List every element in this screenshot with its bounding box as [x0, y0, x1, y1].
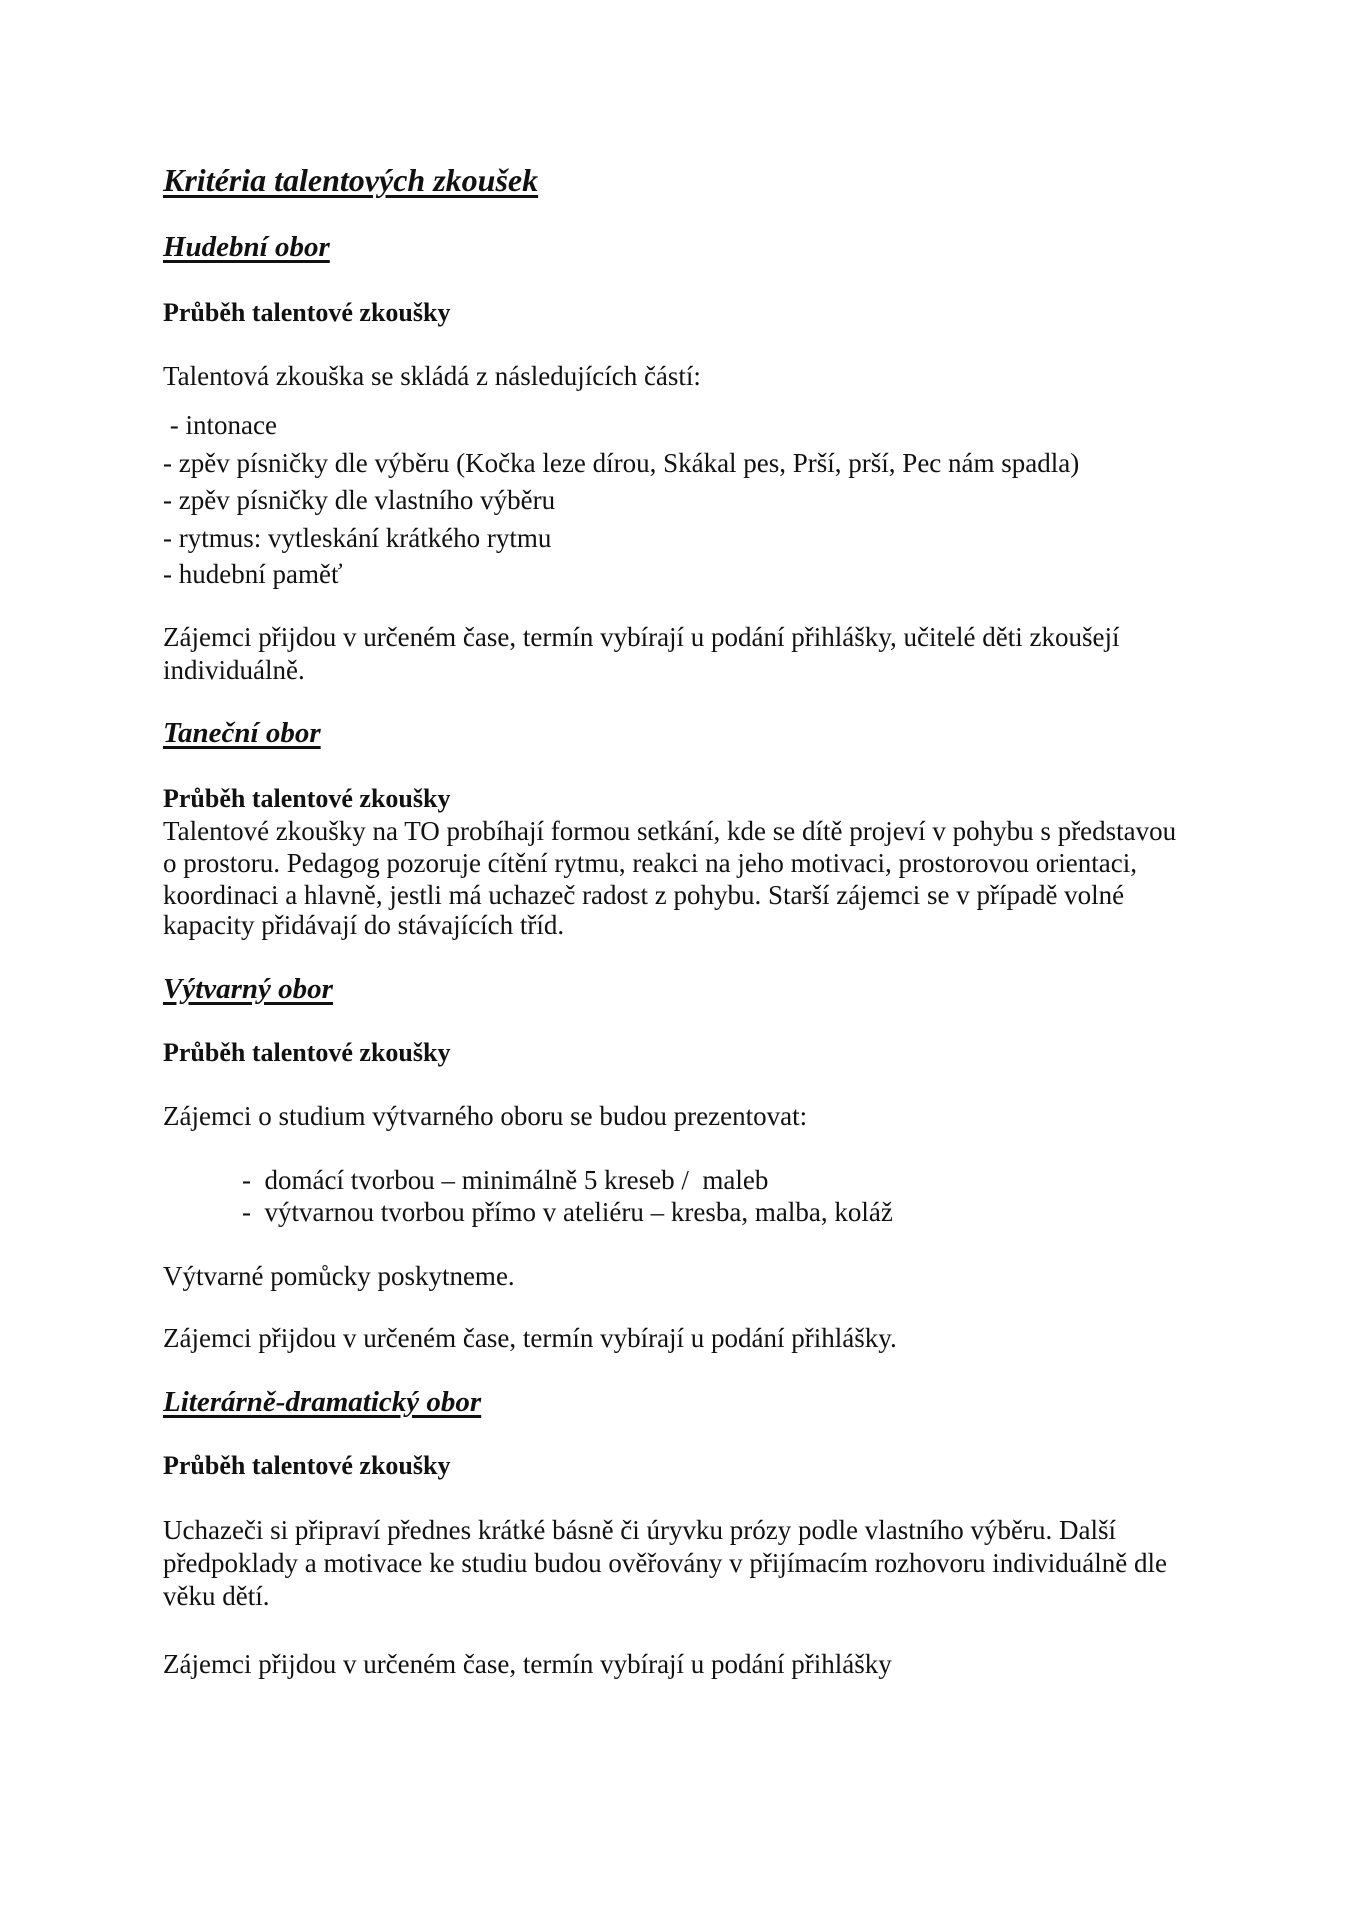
section-heading-dance: Taneční obor [163, 717, 321, 749]
paragraph: Talentové zkoušky na TO probíhají formou setkání, kde se dítě projeví v pohybu s představou [163, 816, 1177, 846]
paragraph: věku dětí. [163, 1581, 270, 1611]
paragraph: koordinaci a hlavně, jestli má uchazeč radost z pohybu. Starší zájemci se v případě volné [163, 880, 1125, 910]
list-item: - výtvarnou tvorbou přímo v ateliéru – kresba, malba, koláž [242, 1197, 893, 1227]
subheading: Průběh talentové zkoušky [163, 298, 451, 327]
paragraph: o prostoru. Pedagog pozoruje cítění rytmu, reakci na jeho motivaci, prostorovou orientaci, [163, 848, 1137, 878]
subheading: Průběh talentové zkoušky [163, 1451, 451, 1480]
paragraph: individuálně. [163, 655, 305, 685]
paragraph: předpoklady a motivace ke studiu budou ověřovány v přijímacím rozhovoru individuálně dle [163, 1548, 1167, 1578]
document-title: Kritéria talentových zkoušek [163, 162, 539, 198]
paragraph: Zájemci přijdou v určeném čase, termín vybírají u podání přihlášky, učitelé děti zkoušejí [163, 622, 1120, 652]
paragraph: Zájemci přijdou v určeném čase, termín vybírají u podání přihlášky. [163, 1323, 897, 1353]
paragraph: Talentová zkouška se skládá z následujících částí: [163, 361, 701, 391]
subheading: Průběh talentové zkoušky [163, 1038, 451, 1067]
list-item: - zpěv písničky dle výběru (Kočka leze dírou, Skákal pes, Prší, prší, Pec nám spadla) [163, 448, 1080, 478]
paragraph: Zájemci o studium výtvarného oboru se budou prezentovat: [163, 1101, 808, 1131]
list-item: - intonace [163, 410, 277, 440]
section-heading-art: Výtvarný obor [163, 973, 333, 1005]
section-heading-drama: Literárně-dramatický obor [163, 1386, 482, 1418]
paragraph: Výtvarné pomůcky poskytneme. [163, 1261, 515, 1291]
paragraph: Zájemci přijdou v určeném čase, termín vybírají u podání přihlášky [163, 1649, 892, 1679]
paragraph: kapacity přidávají do stávajících tříd. [163, 910, 565, 940]
section-heading-music: Hudební obor [163, 231, 330, 263]
list-item: - rytmus: vytleskání krátkého rytmu [163, 523, 552, 553]
paragraph: Uchazeči si připraví přednes krátké básně či úryvku prózy podle vlastního výběru. Další [163, 1515, 1116, 1545]
list-item: - domácí tvorbou – minimálně 5 kreseb / maleb [242, 1165, 769, 1195]
list-item: - zpěv písničky dle vlastního výběru [163, 485, 556, 515]
subheading: Průběh talentové zkoušky [163, 784, 451, 813]
list-item: - hudební paměť [163, 559, 343, 589]
